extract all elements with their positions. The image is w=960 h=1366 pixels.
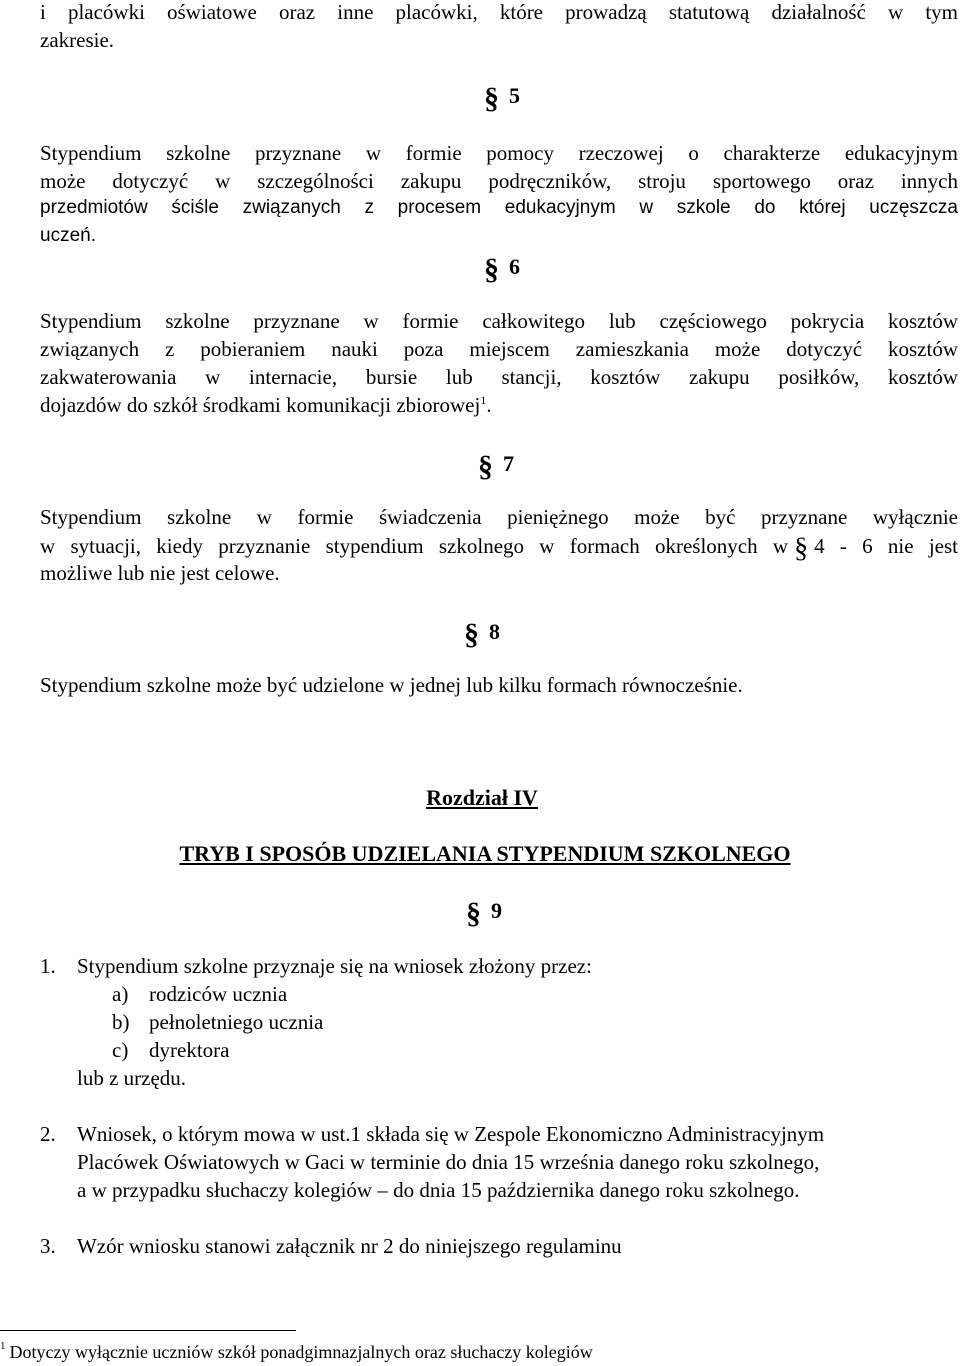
footnote-text: Dotyczy wyłącznie uczniów szkół ponadgimnazjalnych oraz słuchaczy kolegiów	[9, 1342, 593, 1362]
section-symbol: §	[478, 450, 493, 483]
section-symbol: §	[464, 618, 479, 651]
section-7-line-end: 4 - 6 nie jest	[814, 534, 958, 558]
section-9-heading	[466, 897, 502, 931]
section-8-text: Stypendium szkolne może być udzielone w jednej lub kilku formach równocześnie.	[40, 673, 743, 697]
section-6-text: zakwaterowania w internacie, bursie lub stancji, kosztów zakupu posiłków, kosztów	[40, 365, 958, 389]
section-7-line-start: w sytuacji, kiedy przyznanie stypendium szkolnego w formach określonych w	[40, 534, 789, 558]
sub-item-text: rodziców ucznia	[149, 982, 288, 1006]
section-7-heading	[478, 450, 514, 484]
footnote-separator	[0, 1330, 296, 1331]
section-symbol: §	[484, 253, 499, 286]
section-5-text: może dotyczyć w szczególności zakupu podręczników, stroju sportowego oraz innych	[40, 169, 958, 193]
section-7-text: możliwe lub nie jest celowe.	[40, 561, 280, 585]
intro-line: i placówki oświatowe oraz inne placówki, które prowadzą statutową działalność w tym	[40, 0, 958, 24]
footnote	[0, 1340, 593, 1363]
section-6-text: związanych z pobieraniem nauki poza miejscem zamieszkania może dotyczyć kosztów	[40, 337, 958, 361]
section-6-text	[40, 393, 492, 418]
section-symbol-inline: §	[794, 533, 809, 564]
list-item-text: Wniosek, o którym mowa w ust.1 składa się w Zespole Ekonomiczno Administracyjnym	[77, 1122, 825, 1146]
list-item-text: a w przypadku słuchaczy kolegiów – do dnia 15 października danego roku szkolnego.	[77, 1178, 800, 1202]
footnote-reference[interactable]: 1	[480, 393, 487, 407]
section-number: 8	[489, 619, 500, 644]
list-item-text: Stypendium szkolne przyznaje się na wniosek złożony przez:	[77, 954, 592, 978]
footnote-marker: 1	[0, 1340, 6, 1352]
section-5-text: przedmiotów ściśle związanych z procesem edukacyjnym w szkole do której uczęszcza	[40, 197, 958, 218]
chapter-subtitle: TRYB I SPOSÓB UDZIELANIA STYPENDIUM SZKOLNEGO	[179, 841, 791, 866]
sub-letter: a)	[112, 982, 129, 1006]
sub-item-text: dyrektora	[149, 1038, 230, 1062]
section-5-text: Stypendium szkolne przyznane w formie pomocy rzeczowej o charakterze edukacyjnym	[40, 141, 958, 165]
section-symbol: §	[484, 82, 499, 115]
section-7-text: Stypendium szkolne w formie świadczenia pieniężnego może być przyznane wyłącznie	[40, 505, 958, 529]
list-number: 2.	[40, 1122, 56, 1146]
list-number: 1.	[40, 954, 56, 978]
section-symbol: §	[466, 897, 481, 930]
list-number: 3.	[40, 1234, 56, 1258]
chapter-title: Rozdział IV	[426, 785, 538, 810]
list-item-text: Placówek Oświatowych w Gaci w terminie do dnia 15 września danego roku szkolnego,	[77, 1150, 820, 1174]
section-6-last-line: dojazdów do szkół środkami komunikacji zbiorowej	[40, 393, 481, 417]
section-8-heading	[464, 618, 500, 652]
section-5-heading	[484, 82, 520, 116]
section-number: 6	[509, 254, 520, 279]
section-6-heading	[484, 253, 520, 287]
section-5-text: uczeń.	[40, 225, 96, 246]
list-item-text: Wzór wniosku stanowi załącznik nr 2 do niniejszego regulaminu	[77, 1234, 622, 1258]
list-item-tail: lub z urzędu.	[77, 1066, 187, 1090]
section-number: 5	[509, 83, 520, 108]
sub-item-text: pełnoletniego ucznia	[149, 1010, 324, 1034]
sentence-end: .	[486, 393, 492, 417]
section-number: 9	[491, 898, 502, 923]
sub-letter: b)	[112, 1010, 130, 1034]
intro-line: zakresie.	[40, 28, 115, 52]
section-number: 7	[503, 451, 514, 476]
sub-letter: c)	[112, 1038, 129, 1062]
section-6-text: Stypendium szkolne przyznane w formie całkowitego lub częściowego pokrycia kosztów	[40, 309, 958, 333]
